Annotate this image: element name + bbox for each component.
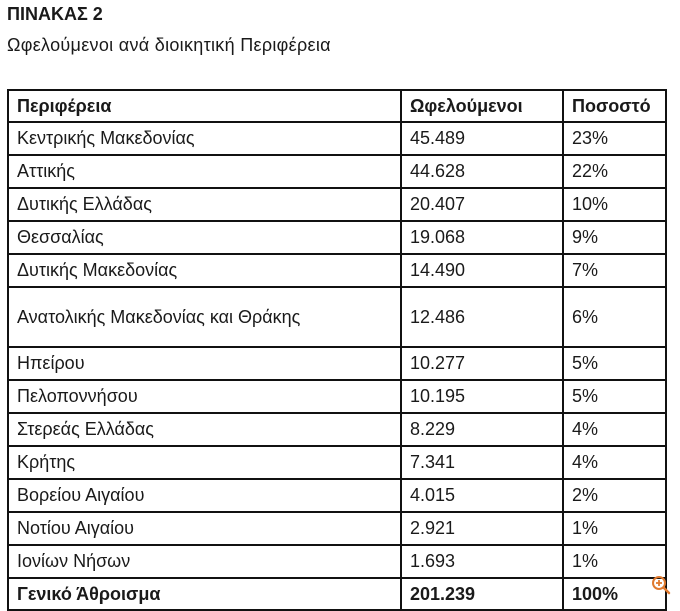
header-region: Περιφέρεια — [8, 90, 401, 122]
cell-region: Κεντρικής Μακεδονίας — [8, 122, 401, 155]
total-label: Γενικό Άθροισμα — [8, 578, 401, 610]
cell-region: Ανατολικής Μακεδονίας και Θράκης — [8, 287, 401, 347]
cell-beneficiaries: 14.490 — [401, 254, 563, 287]
cell-region: Αττικής — [8, 155, 401, 188]
cell-percentage: 5% — [563, 380, 666, 413]
page-subtitle: Ωφελούμενοι ανά διοικητική Περιφέρεια — [7, 35, 331, 55]
cell-percentage: 2% — [563, 479, 666, 512]
cell-region: Κρήτης — [8, 446, 401, 479]
total-percentage: 100% — [563, 578, 666, 610]
cell-percentage: 1% — [563, 512, 666, 545]
table-row — [8, 380, 666, 413]
cell-percentage: 4% — [563, 413, 666, 446]
cell-region: Πελοποννήσου — [8, 380, 401, 413]
cell-percentage: 6% — [563, 287, 666, 347]
cell-percentage: 1% — [563, 545, 666, 578]
table-row — [8, 545, 666, 578]
cell-beneficiaries: 1.693 — [401, 545, 563, 578]
total-beneficiaries: 201.239 — [401, 578, 563, 610]
cell-region: Βορείου Αιγαίου — [8, 479, 401, 512]
cell-beneficiaries: 10.195 — [401, 380, 563, 413]
cell-beneficiaries: 12.486 — [401, 287, 563, 347]
header-beneficiaries: Ωφελούμενοι — [401, 90, 563, 122]
cell-beneficiaries: 45.489 — [401, 122, 563, 155]
cell-percentage: 5% — [563, 347, 666, 380]
cell-beneficiaries: 44.628 — [401, 155, 563, 188]
cell-beneficiaries: 4.015 — [401, 479, 563, 512]
cell-beneficiaries: 19.068 — [401, 221, 563, 254]
table-row — [8, 254, 666, 287]
table-row — [8, 122, 666, 155]
cell-beneficiaries: 7.341 — [401, 446, 563, 479]
zoom-in-icon[interactable] — [651, 575, 671, 595]
cell-percentage: 10% — [563, 188, 666, 221]
table-row — [8, 446, 666, 479]
page-title: ΠΙΝΑΚΑΣ 2 — [7, 4, 103, 24]
table-total-row — [8, 578, 666, 610]
cell-region: Ηπείρου — [8, 347, 401, 380]
header-percentage: Ποσοστό — [563, 90, 666, 122]
table-row — [8, 287, 666, 347]
beneficiaries-table — [7, 89, 667, 611]
table-row — [8, 188, 666, 221]
cell-percentage: 4% — [563, 446, 666, 479]
cell-region: Ιονίων Νήσων — [8, 545, 401, 578]
table-row — [8, 479, 666, 512]
cell-percentage: 9% — [563, 221, 666, 254]
table-row — [8, 347, 666, 380]
table-row — [8, 413, 666, 446]
cell-region: Θεσσαλίας — [8, 221, 401, 254]
table-row — [8, 221, 666, 254]
cell-beneficiaries: 10.277 — [401, 347, 563, 380]
cell-region: Δυτικής Μακεδονίας — [8, 254, 401, 287]
cell-percentage: 22% — [563, 155, 666, 188]
cell-region: Στερεάς Ελλάδας — [8, 413, 401, 446]
cell-beneficiaries: 8.229 — [401, 413, 563, 446]
cell-percentage: 23% — [563, 122, 666, 155]
cell-percentage: 7% — [563, 254, 666, 287]
table-row — [8, 512, 666, 545]
cell-region: Δυτικής Ελλάδας — [8, 188, 401, 221]
cell-region: Νοτίου Αιγαίου — [8, 512, 401, 545]
cell-beneficiaries: 20.407 — [401, 188, 563, 221]
cell-beneficiaries: 2.921 — [401, 512, 563, 545]
table-row — [8, 155, 666, 188]
table-header-row — [8, 90, 666, 122]
